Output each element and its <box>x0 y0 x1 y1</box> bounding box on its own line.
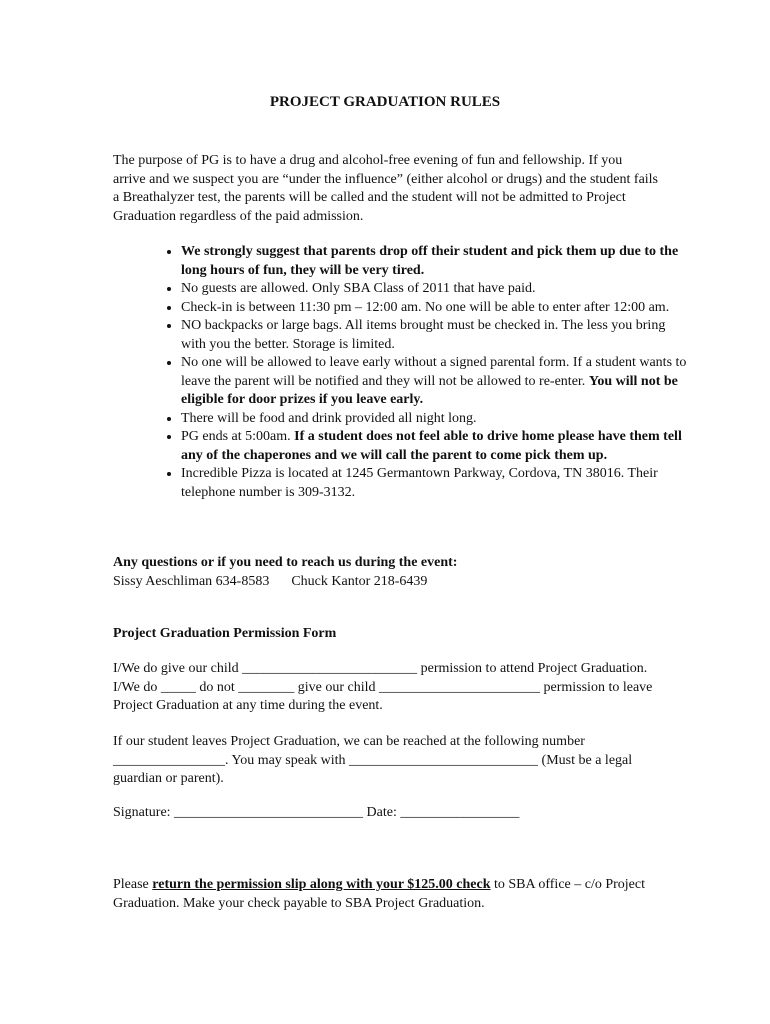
rule-text: Check-in is between 11:30 pm – 12:00 am. No one will be able to enter after 12:00 am. <box>181 299 670 315</box>
intro-paragraph: The purpose of PG is to have a drug and alcohol-free evening of fun and fellowship. If you arrive and we suspect you are “under the influence” (either alcohol or drugs) and the student fails a Breathalyzer test, the parents will be called and the student will not be admitted to Project Graduation regardless of the paid admission. <box>113 153 659 224</box>
closing-paragraph <box>113 876 663 913</box>
rule-item-drop-off <box>181 243 691 280</box>
rule-item-guests <box>181 280 691 299</box>
rule-item-leave-early <box>181 354 691 410</box>
rule-text: Incredible Pizza is located at 1245 Germantown Parkway, Cordova, TN 38016. Their telephone number is 309-3132. <box>181 466 658 500</box>
rule-text-bold: If a student does not feel able to drive home please have them tell any of the chaperones and we will call the parent to come pick them up. <box>181 429 682 463</box>
contact-person-2: Chuck Kantor 218-6439 <box>291 573 428 589</box>
contact-person-1: Sissy Aeschliman 634-8583 <box>113 573 270 589</box>
permission-form-title: Project Graduation Permission Form <box>113 626 337 641</box>
contact-heading: Any questions or if you need to reach us during the event: <box>113 555 458 570</box>
rule-item-check-in <box>181 299 691 318</box>
contact-section <box>113 554 457 591</box>
contact-people <box>113 573 457 592</box>
page-title: PROJECT GRADUATION RULES <box>269 94 501 110</box>
rule-text: NO backpacks or large bags. All items brought must be checked in. The less you bring with you the better. Storage is limited. <box>181 318 666 352</box>
closing-post: to SBA office – c/o Project Graduation. Make your check payable to SBA Project Graduation. <box>113 877 645 911</box>
rule-text: No one will be allowed to leave early without a signed parental form. If a student wants to leave the parent will be notified and they will not be allowed to re-enter. <box>181 355 687 389</box>
rule-item-food <box>181 410 691 429</box>
rule-text: PG ends at 5:00am. <box>181 429 295 444</box>
signature-line: Signature: ___________________________ Date: _________________ <box>113 805 520 820</box>
closing-pre: Please <box>113 877 153 892</box>
rule-item-bags <box>181 317 691 354</box>
rule-text-bold: You will not be eligible for door prizes if you leave early. <box>181 373 678 407</box>
rule-text-bold: We strongly suggest that parents drop off their student and pick them up due to the long hours of fun, they will be very tired. <box>181 244 679 278</box>
contact-number-paragraph: If our student leaves Project Graduation, we can be reached at the following number ________________. You may speak with ___________________________ (Must be a legal guardian or parent). <box>113 734 633 786</box>
rule-item-end-time <box>181 428 691 465</box>
rule-text: There will be food and drink provided all night long. <box>181 410 477 426</box>
rule-item-location <box>181 465 691 502</box>
closing-highlight: return the permission slip along with your $125.00 check <box>152 877 491 892</box>
permission-paragraph: I/We do give our child _________________________ permission to attend Project Graduation. I/We do _____ do not ________ give our child _______________________ permission to leave Project Graduation at any time during the event. <box>113 661 653 713</box>
rule-text: No guests are allowed. Only SBA Class of 2011 that have paid. <box>181 281 536 296</box>
rules-list <box>153 243 691 502</box>
